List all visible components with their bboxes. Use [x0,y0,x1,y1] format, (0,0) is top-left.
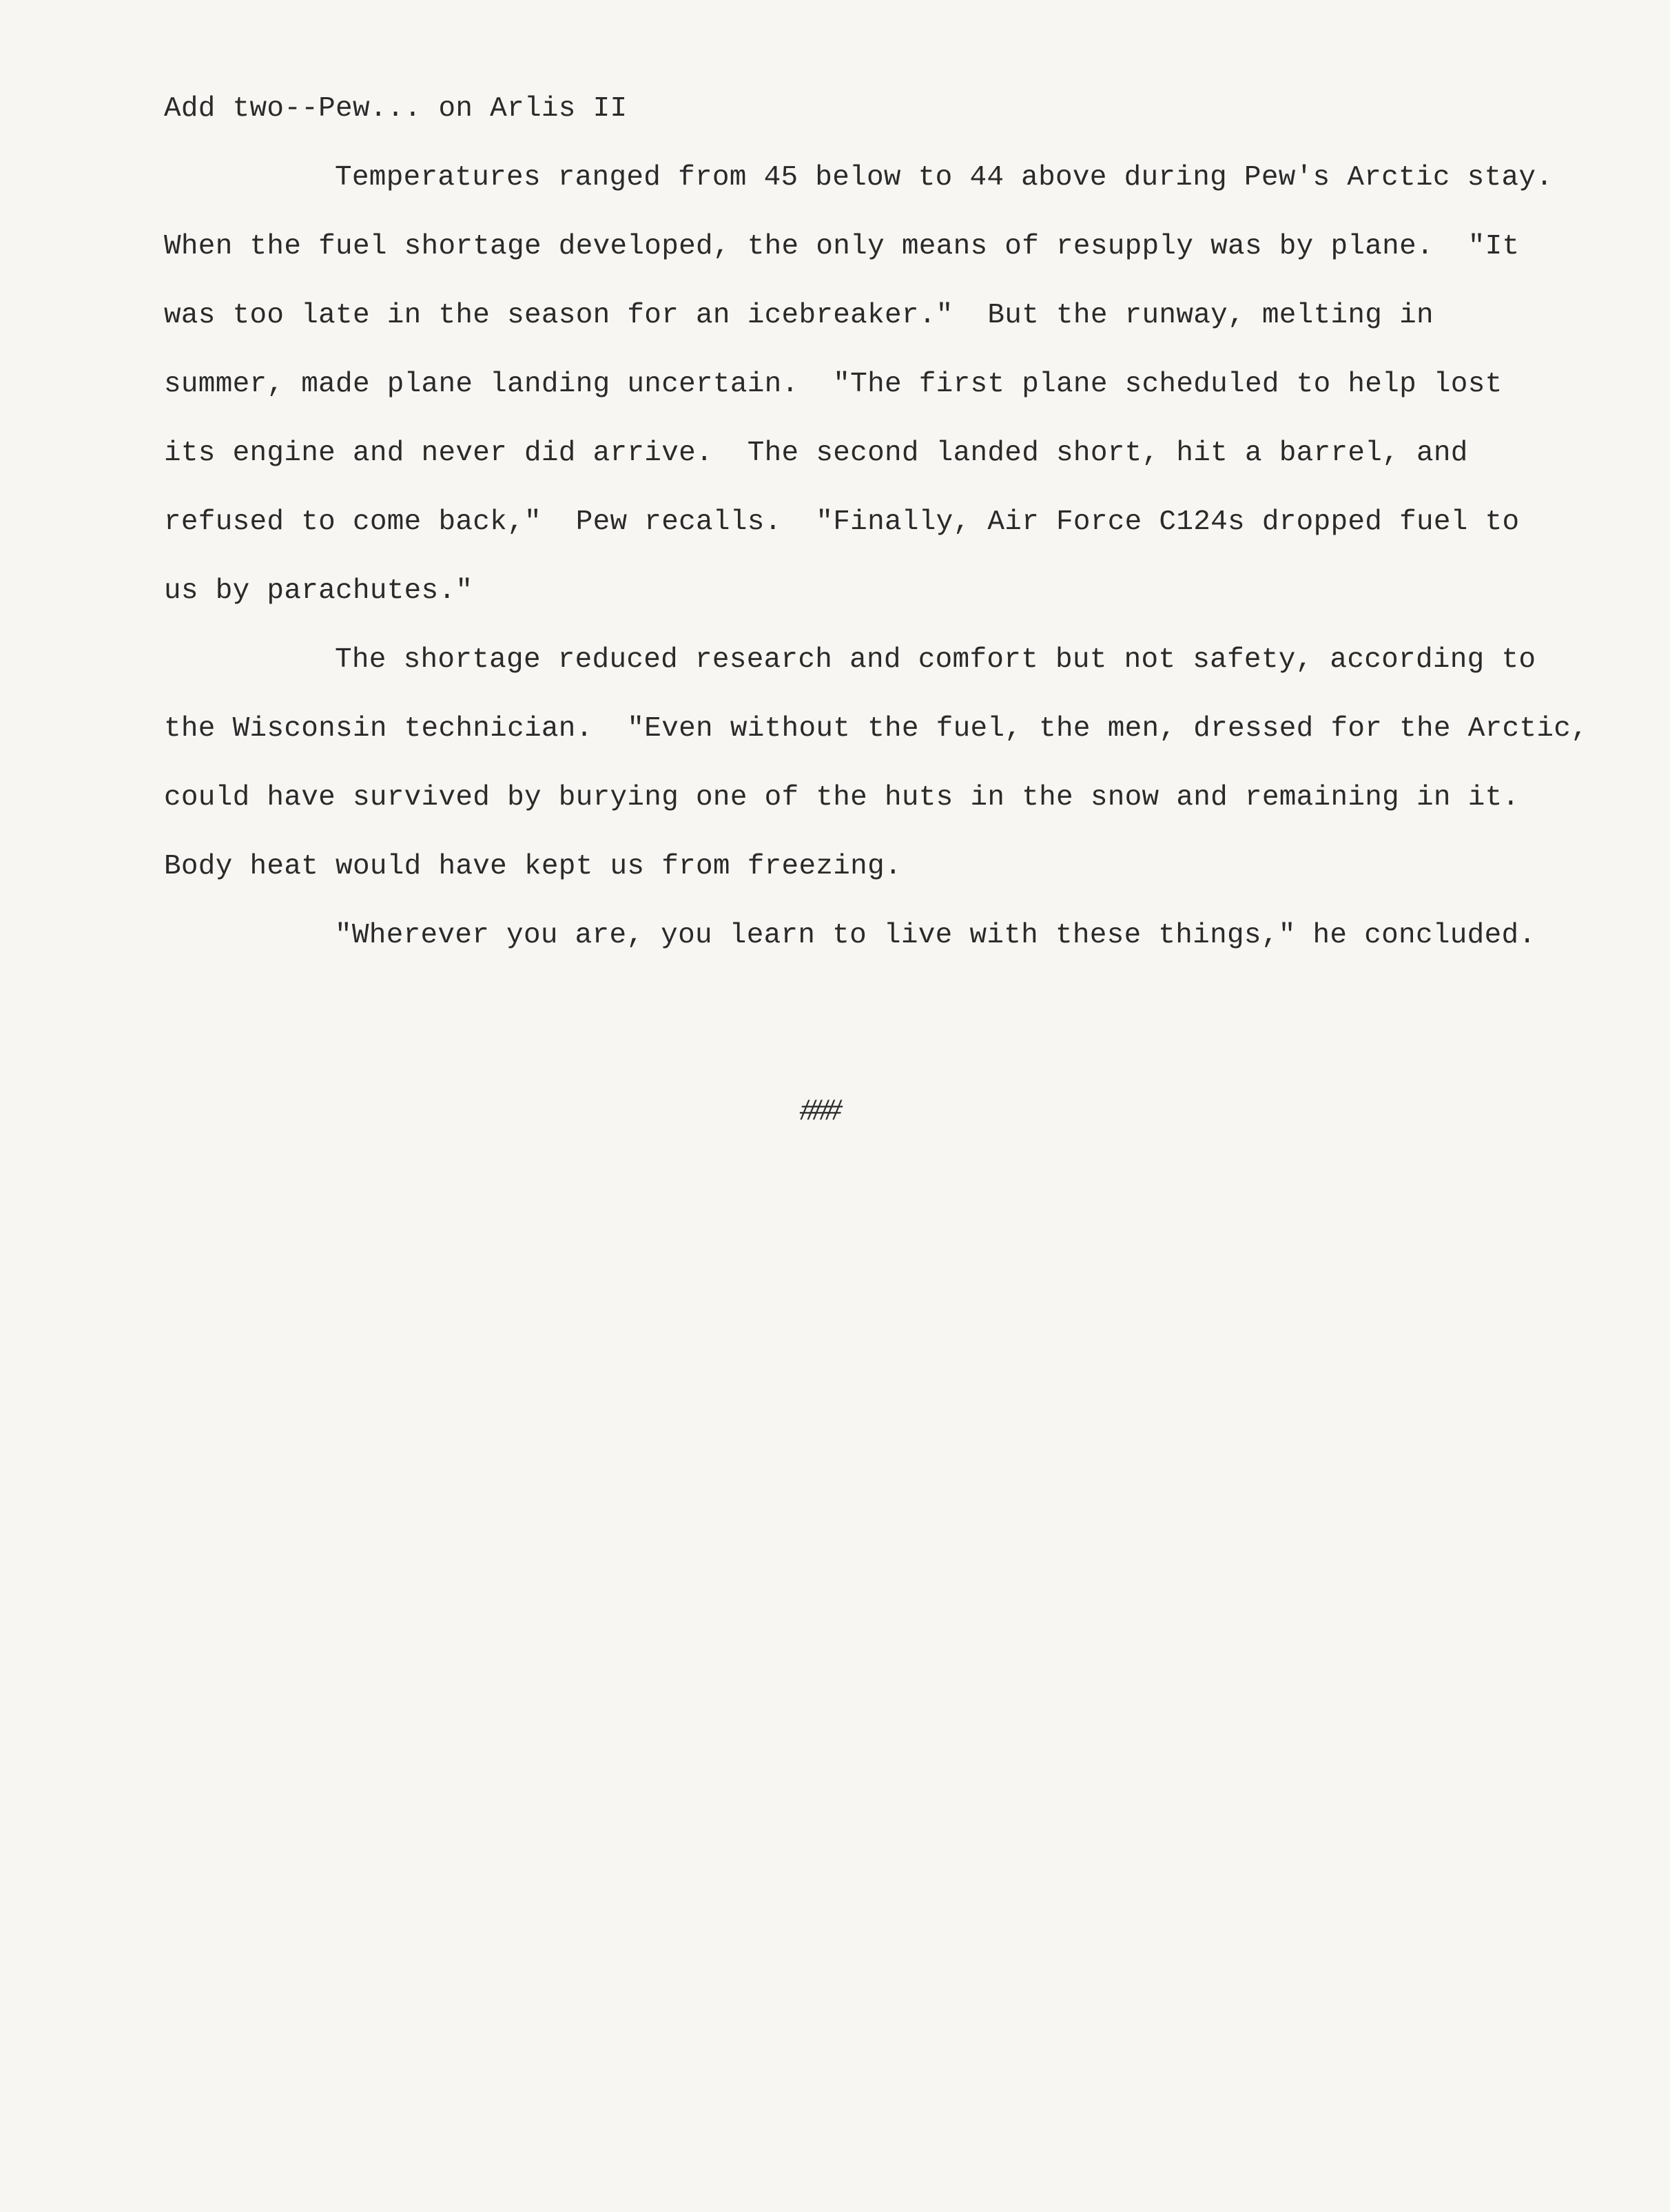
page-slug: Add two--Pew... on Arlis II [164,93,628,125]
paragraph-2-line-4: Body heat would have kept us from freezing. [164,851,902,882]
paragraph-1-line-3: was too late in the season for an icebreaker." But the runway, melting in [164,300,1434,331]
paragraph-2-line-2: the Wisconsin technician. "Even without the fuel, the men, dressed for the Arctic, [164,713,1589,745]
paragraph-1-line-7: us by parachutes." [164,575,473,607]
paragraph-1-line-5: its engine and never did arrive. The second landed short, hit a barrel, and [164,437,1468,469]
paragraph-1-line-2: When the fuel shortage developed, the only means of resupply was by plane. "It [164,231,1520,262]
paragraph-2-line-1: The shortage reduced research and comfort but not safety, according to [335,644,1536,676]
paragraph-1-line-1: Temperatures ranged from 45 below to 44 above during Pew's Arctic stay. [335,162,1554,194]
paragraph-2-line-3: could have survived by burying one of the huts in the snow and remaining in it. [164,782,1520,814]
paragraph-1-line-4: summer, made plane landing uncertain. "The first plane scheduled to help lost [164,369,1503,400]
paragraph-1-line-6: refused to come back," Pew recalls. "Finally, Air Force C124s dropped fuel to [164,506,1520,538]
paragraph-3-line-1: "Wherever you are, you learn to live with these things," he concluded. [335,920,1536,951]
end-mark: ### [799,1095,838,1129]
